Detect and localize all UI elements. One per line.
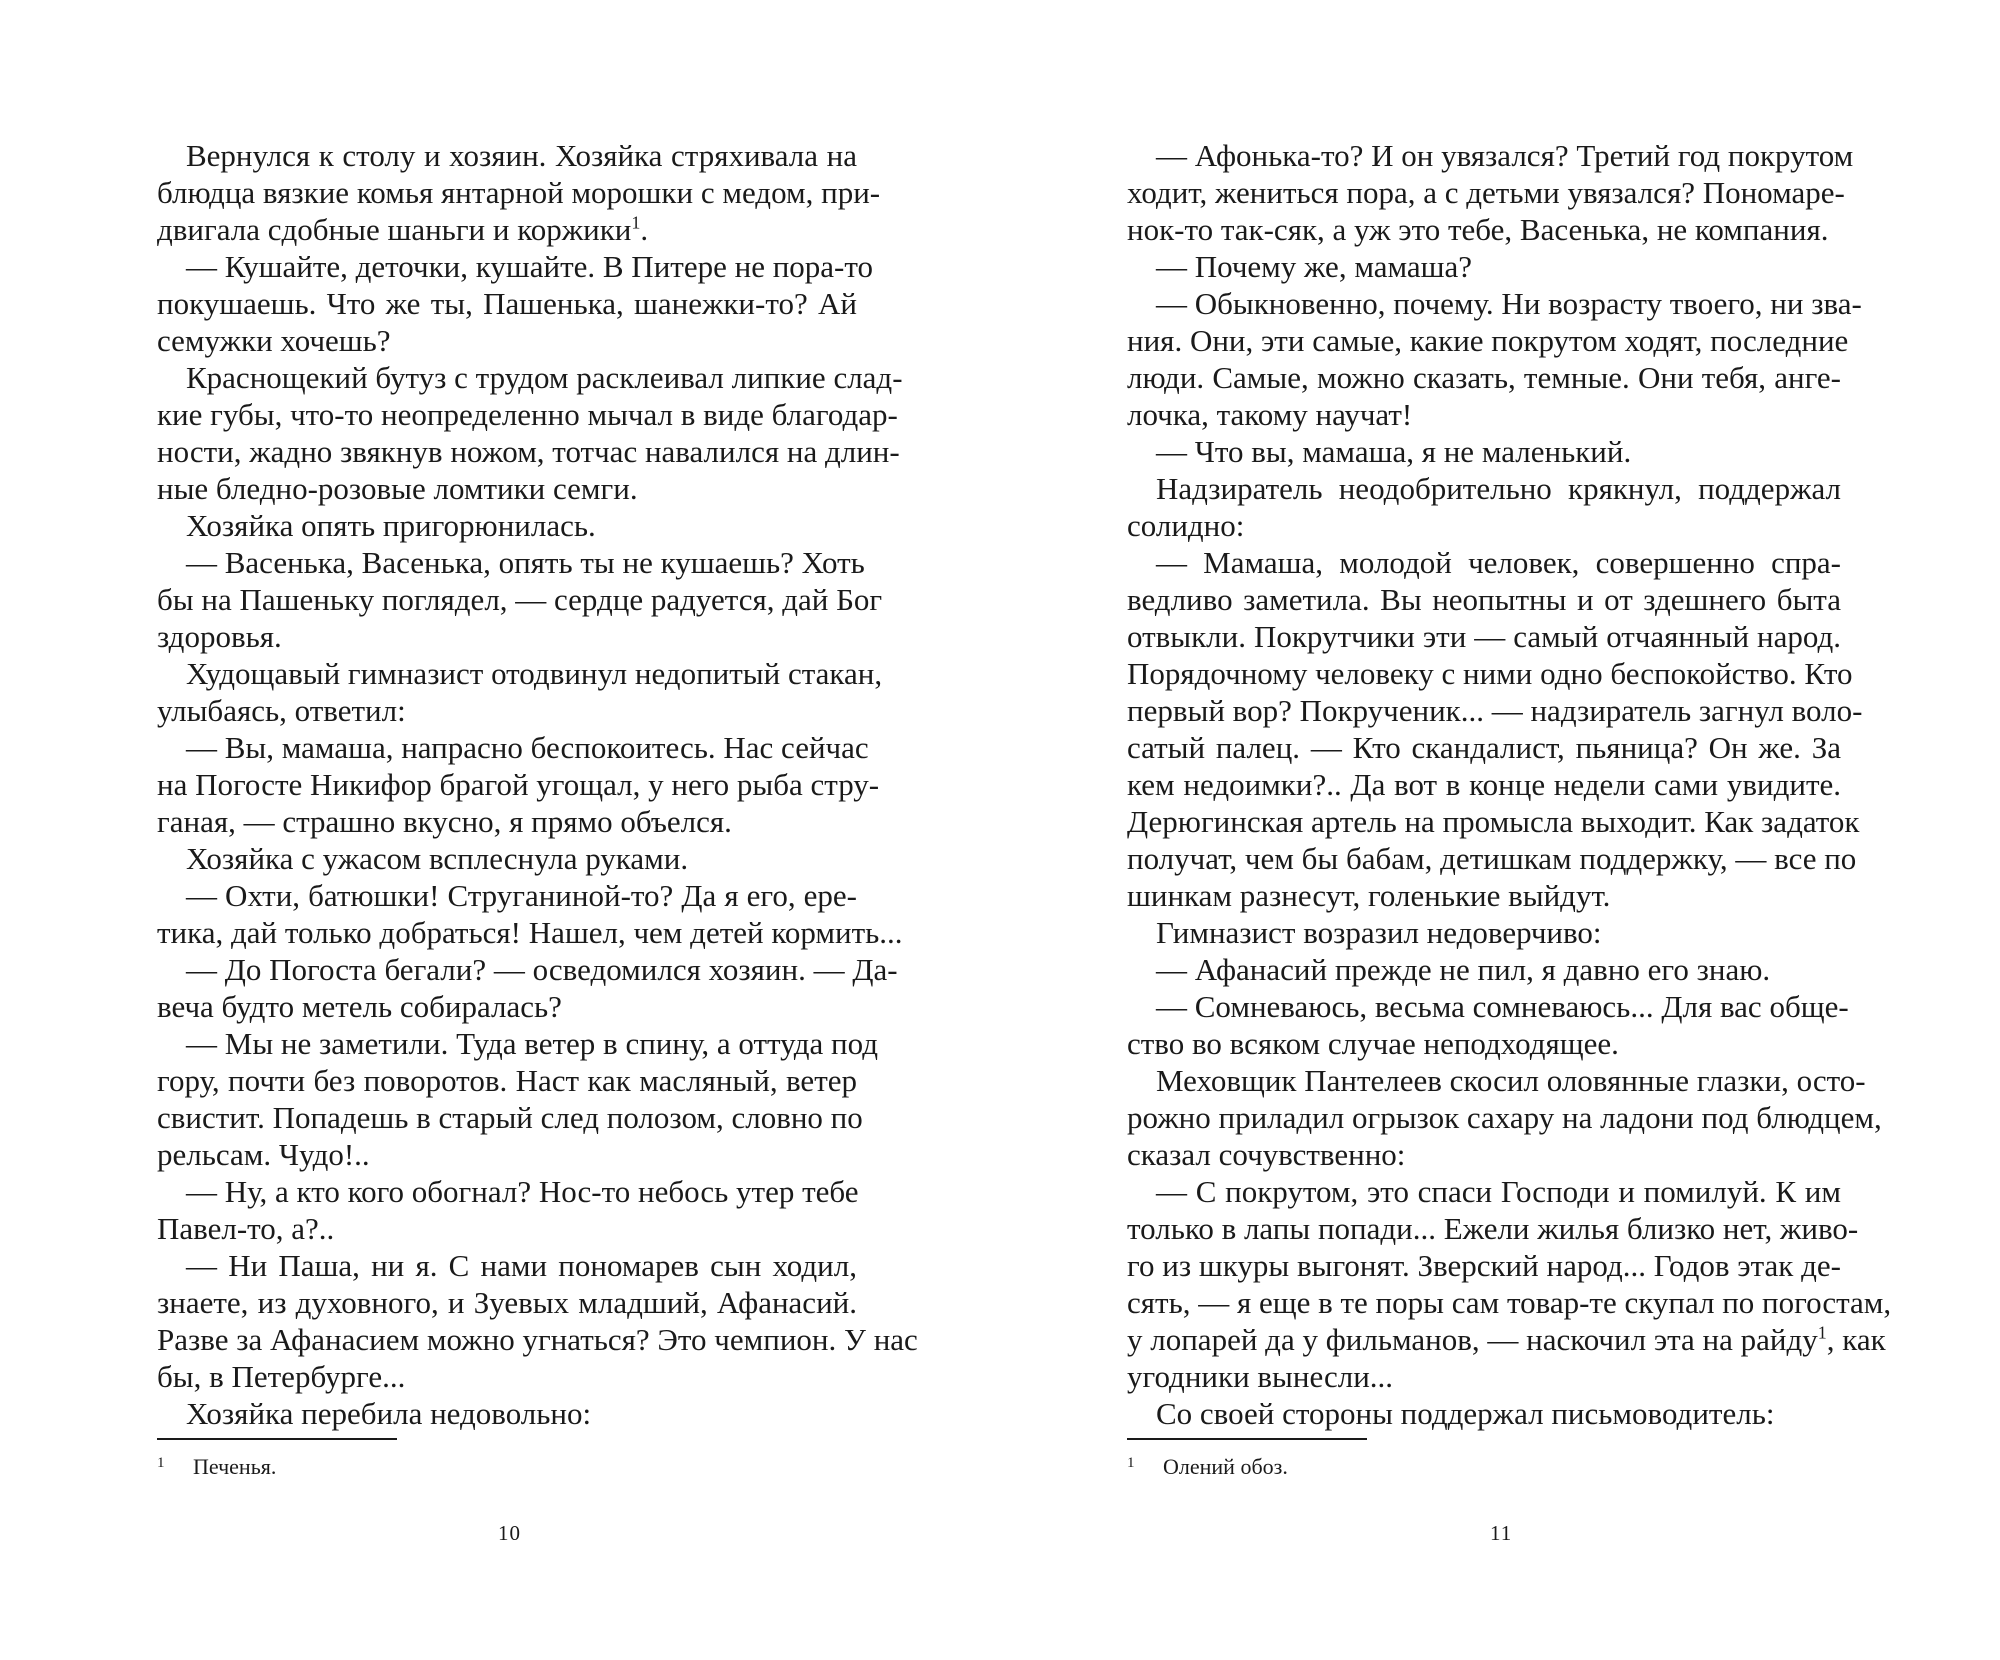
text-line [157,322,857,359]
left-page-text [157,137,918,1432]
text-line [157,618,857,655]
text-line [1127,618,1841,655]
text-line-content: покушаешь. Что же ты, Пашенька, шанежки-то? Ай [157,286,857,321]
text-line-content: Надзиратель неодобрительно крякнул, поддержал [1156,471,1841,506]
text-line [157,840,857,877]
text-line-content: — Ну, а кто кого обогнал? Нос-то небось утер тебе [186,1174,859,1209]
text-line-content: ности, жадно звякнув ножом, тотчас навалился на длин- [157,434,900,469]
text-line-content: — Мамаша, молодой человек, совершенно спра- [1156,545,1841,580]
text-line [1127,988,1849,1025]
text-line [157,544,865,581]
left-footnote-text: Печенья. [193,1454,277,1479]
text-line [1127,359,1841,396]
text-line [157,359,903,396]
text-line [157,1358,857,1395]
text-line-content: ство во всяком случае неподходящее. [1127,1026,1619,1061]
text-line-content: ганая, — страшно вкусно, я прямо объелся. [157,804,732,839]
text-line-content: шинкам разнесут, голенькие выйдут. [1127,878,1611,913]
text-line-content: знаете, из духовного, и Зуевых младший, Афанасий. [157,1285,857,1320]
text-line [1127,914,1841,951]
text-line-content: бы, в Петербурге... [157,1359,406,1394]
text-line [157,433,900,470]
text-line-content: Краснощекий бутуз с трудом расклеивал липкие слад- [186,360,903,395]
text-line-content: у лопарей да у фильманов, — наскочил эта на райду [1127,1322,1818,1357]
right-footnote-text: Олений обоз. [1163,1454,1288,1479]
text-line [157,507,857,544]
text-line-content: получат, чем бы бабам, детишкам поддержку, — все по [1127,841,1857,876]
text-line [157,1136,857,1173]
text-line [1127,433,1841,470]
text-line-content: Порядочному человеку с ними одно беспокойство. Кто [1127,656,1853,691]
text-line-content: только в лапы попади... Ежели жилья близко нет, живо- [1127,1211,1859,1246]
text-line [157,877,857,914]
text-line-content: го из шкуры выгонят. Зверский народ... Годов этак де- [1127,1248,1841,1283]
text-line-content: кие губы, что-то неопределенно мычал в виде благодар- [157,397,898,432]
text-line [157,1321,918,1358]
text-line [1127,1284,1892,1321]
text-line-content: ные бледно-розовые ломтики семги. [157,471,638,506]
text-line [157,988,857,1025]
text-line [157,729,869,766]
text-line-content: — Обыкновенно, почему. Ни возрасту твоего, ни зва- [1156,286,1862,321]
text-line [157,655,883,692]
left-page-number: 10 [498,1521,521,1545]
text-line-content: рожно приладил огрызок сахару на ладони под блюдцем, [1127,1100,1882,1135]
text-line [157,692,857,729]
text-line [157,211,857,248]
text-line-content: здоровья. [157,619,282,654]
text-line [157,951,898,988]
text-line-content: Со своей стороны поддержал письмоводитель: [1156,1396,1775,1431]
text-line [157,803,857,840]
text-line [157,470,857,507]
text-line-content: отвыкли. Покрутчики эти — самый отчаянный народ. [1127,619,1841,654]
text-line-content: бы на Пашеньку поглядел, — сердце радуется, дай Бог [157,582,883,617]
text-line-content: свистит. Попадешь в старый след полозом, словно по [157,1100,863,1135]
text-line-content: Хозяйка с ужасом всплеснула руками. [186,841,689,876]
left-footnote [157,1452,276,1482]
text-line [157,1247,857,1284]
text-line-content: — Охти, батюшки! Струганиной-то? Да я его, ере- [186,878,857,913]
text-line [1127,951,1841,988]
text-line [157,1099,863,1136]
text-line-content: сказал сочувственно: [1127,1137,1406,1172]
text-line [1127,1136,1841,1173]
text-line-content: — До Погоста бегали? — осведомился хозяин. — Да- [186,952,898,987]
text-line-content: веча будто метель собиралась? [157,989,562,1024]
text-line-content: Павел-то, а?.. [157,1211,335,1246]
footnote-marker: 1 [631,212,641,233]
text-line-content: — Кушайте, деточки, кушайте. В Питере не пора-то [186,249,874,284]
text-line-content: тика, дай только добраться! Нашел, чем детей кормить... [157,915,903,950]
text-line-content: ведливо заметила. Вы неопытны и от здешнего быта [1127,582,1841,617]
text-line [1127,1321,1886,1358]
text-line-content: Гимназист возразил недоверчиво: [1156,915,1602,950]
text-line-content: двигала сдобные шаньги и коржики [157,212,632,247]
footnote-marker: 1 [1817,1322,1827,1343]
text-line-content: ния. Они, эти самые, какие покрутом ходят, последние [1127,323,1849,358]
text-line-content: — Почему же, мамаша? [1156,249,1473,284]
text-line [1127,803,1860,840]
text-line [1127,322,1849,359]
text-line [157,174,881,211]
text-line [1127,544,1841,581]
text-line [157,1395,857,1432]
text-line [1127,396,1841,433]
text-line [157,1284,857,1321]
text-line-content: семужки хочешь? [157,323,391,358]
text-line [157,581,883,618]
text-line-content: кем недоимки?.. Да вот в конце недели сами увидите. [1127,767,1841,802]
text-line [1127,877,1841,914]
text-line [157,766,880,803]
text-line [1127,1210,1859,1247]
text-line-content: рельсам. Чудо!.. [157,1137,370,1172]
text-line-content: — С покрутом, это спаси Господи и помилуй. К им [1156,1174,1841,1209]
text-line [1127,1395,1841,1432]
text-line [1127,1062,1866,1099]
text-line-content: — Васенька, Васенька, опять ты не кушаешь? Хоть [186,545,865,580]
text-line [157,137,857,174]
text-line-content: Худощавый гимназист отодвинул недопитый стакан, [186,656,883,691]
text-line [1127,1173,1841,1210]
text-line [1127,137,1854,174]
text-line [1127,1358,1841,1395]
text-line-content: Меховщик Пантелеев скосил оловянные глазки, осто- [1156,1063,1866,1098]
right-page [1000,0,2000,1660]
right-page-number: 11 [1490,1521,1513,1545]
text-line [1127,581,1841,618]
text-line-content: — Ни Паша, ни я. С нами пономарев сын ходил, [186,1248,857,1283]
text-line-content: блюдца вязкие комья янтарной морошки с медом, при- [157,175,881,210]
text-line-content: первый вор? Покрученик... — надзиратель загнул воло- [1127,693,1863,728]
text-line [157,1025,878,1062]
left-footnote-rule [157,1438,397,1440]
text-line-content: на Погосте Никифор брагой угощал, у него рыба стру- [157,767,880,802]
text-line [1127,470,1841,507]
text-line-content: люди. Самые, можно сказать, темные. Они тебя, анге- [1127,360,1841,395]
text-line-content: сять, — я еще в те поры сам товар-те скупал по погостам, [1127,1285,1892,1320]
text-line-tail: , как [1826,1322,1886,1357]
text-line [157,1062,857,1099]
sentence-period: . [640,212,649,247]
text-line [157,1173,857,1210]
left-footnote-number: 1 [157,1455,165,1471]
text-line-content: Разве за Афанасием можно угнаться? Это чемпион. У нас [157,1322,918,1357]
text-line-content: — Мы не заметили. Туда ветер в спину, а оттуда под [186,1026,878,1061]
text-line-content: Дерюгинская артель на промысла выходит. Как задаток [1127,804,1860,839]
text-line-content: угодники вынесли... [1127,1359,1394,1394]
text-line-content: Хозяйка опять пригорюнилась. [186,508,596,543]
text-line [1127,507,1841,544]
text-line [157,914,903,951]
text-line [1127,174,1845,211]
text-line [157,248,874,285]
text-line [157,285,857,322]
text-line [1127,211,1841,248]
text-line [1127,692,1863,729]
text-line [1127,1099,1882,1136]
text-line-content: — Афонька-то? И он увязался? Третий год покрутом [1156,138,1854,173]
right-footnote-number: 1 [1127,1455,1135,1471]
text-line-content: солидно: [1127,508,1245,543]
text-line [1127,655,1853,692]
text-line [1127,840,1857,877]
text-line-content: нок-то так-сяк, а уж это тебе, Васенька, не компания. [1127,212,1829,247]
right-page-text [1127,137,1892,1432]
text-line [1127,766,1841,803]
right-footnote-rule [1127,1438,1367,1440]
text-line [1127,248,1841,285]
text-line-content: сатый палец. — Кто скандалист, пьяница? Он же. За [1127,730,1841,765]
text-line-content: Вернулся к столу и хозяин. Хозяйка стряхивала на [186,138,857,173]
text-line [157,1210,857,1247]
text-line [1127,285,1862,322]
text-line-content: — Что вы, мамаша, я не маленький. [1156,434,1632,469]
text-line [1127,1025,1841,1062]
text-line [1127,729,1841,766]
text-line-content: — Вы, мамаша, напрасно беспокоитесь. Нас сейчас [186,730,869,765]
text-line [157,396,898,433]
text-line-content: ходит, жениться пора, а с детьми увязался? Пономаре- [1127,175,1845,210]
text-line-content: гору, почти без поворотов. Наст как масляный, ветер [157,1063,857,1098]
text-line-content: — Сомневаюсь, весьма сомневаюсь... Для вас обще- [1156,989,1849,1024]
text-line-content: Хозяйка перебила недовольно: [186,1396,592,1431]
text-line-content: — Афанасий прежде не пил, я давно его знаю. [1156,952,1771,987]
text-line [1127,1247,1841,1284]
text-line-content: улыбаясь, ответил: [157,693,406,728]
text-line-content: лочка, такому научат! [1127,397,1413,432]
right-footnote [1127,1452,1288,1482]
